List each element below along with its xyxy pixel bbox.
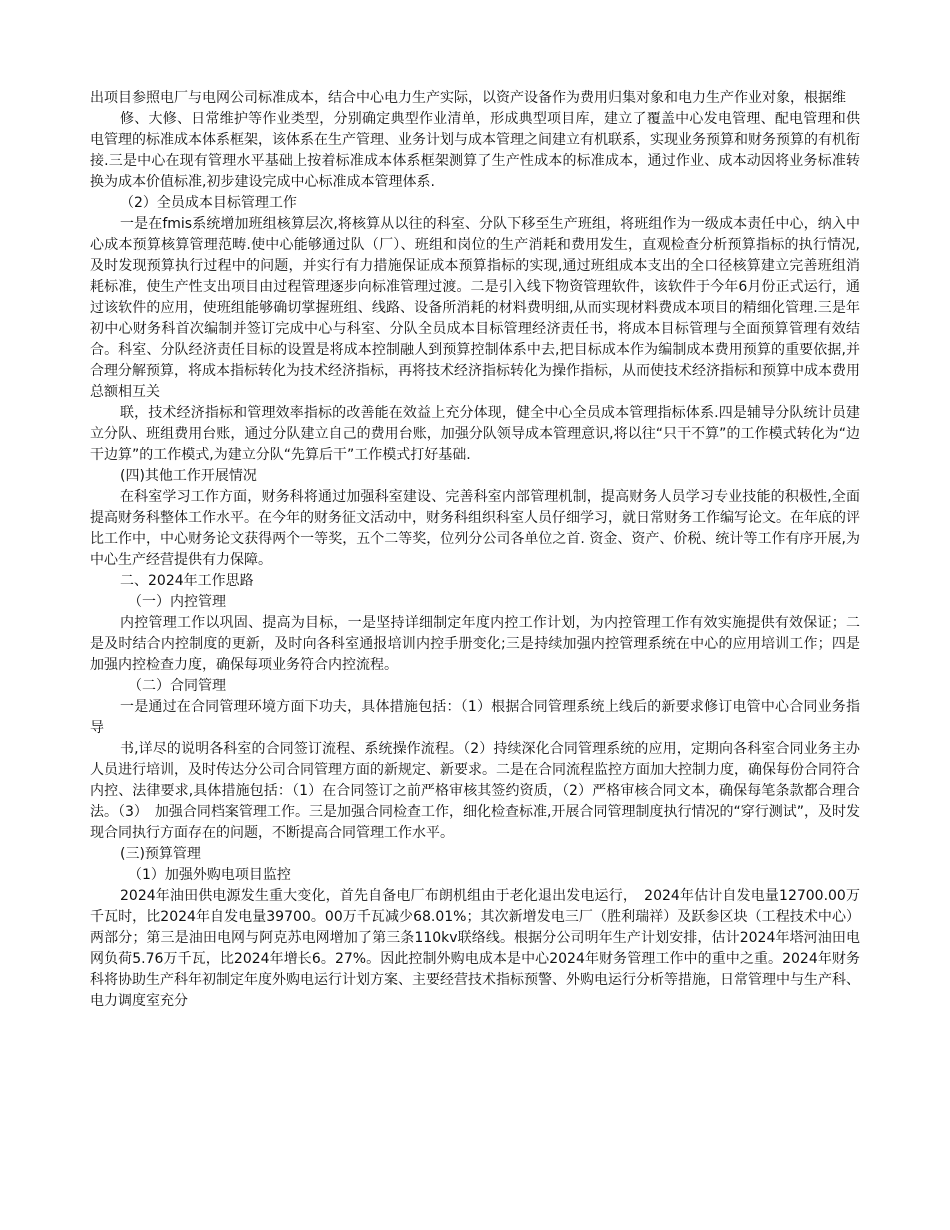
paragraph: 联，技术经济指标和管理效率指标的改善能在效益上充分体现，健全中心全员成本管理指标体系.四是辅导分队统计员建立分队、班组费用台账，通过分队建立自己的费用台账，加强分队领导成本管理意识,将以往“只干不算”的工作模式转化为“边干边算”的工作模式,为建立分队“先算后干”工作模式打好基础. <box>90 405 860 463</box>
paragraph: 书,详尽的说明各科室的合同签订流程、系统操作流程。（2）持续深化合同管理系统的应用，定期向各科室合同业务主办人员进行培训，及时传达分公司合同管理方面的新规定、新要求。二是在合同流程监控方面加大控制力度，确保每份合同符合内控、法律要求,具体措施包括：（1）在合同签订之前严格审核其签约资质，（2）严格审核合同文本，确保每笔条款都合理合法。（3） 加强合同档案管理工作。三是加强合同检查工作，细化检查标准,开展合同管理制度执行情况的“穿行测试”，及时发现合同执行方面存在的问题，不断提高合同管理工作水平。 <box>90 741 860 841</box>
section-heading: (三)预算管理 <box>120 846 201 862</box>
section-heading: 二、2024年工作思路 <box>120 573 254 589</box>
section-heading: (四)其他工作开展情况 <box>120 468 257 484</box>
subsection-heading: （1）加强外购电项目监控 <box>128 867 291 883</box>
paragraph: 出项目参照电厂与电网公司标准成本，结合中心电力生产实际，以资产设备作为费用归集对象和电力生产作业对象，根据维 <box>90 90 846 106</box>
paragraph: 一是通过在合同管理环境方面下功夫，具体措施包括：（1）根据合同管理系统上线后的新要求修订电管中心合同业务指导 <box>90 699 860 736</box>
paragraph: 2024年油田供电源发生重大变化，首先自备电厂布朗机组由于老化退出发电运行， 2024年估计自发电量12700.00万千瓦时，比2024年自发电量39700。00万千瓦减少68.01%；其次新增发电三厂（胜利瑞祥）及跃参区块（工程技术中心）两部分；第三是油田电网与阿克苏电网增加了第三条110kv联络线。根据分公司明年生产计划安排，估计2024年塔河油田电网负荷5.76万千瓦，比2024年增长6。27%。因此控制外购电成本是中心2024年财务管理工作中的重中之重。2024年财务科将协助生产科年初制定年度外购电运行计划方案、主要经营技术指标预警、外购电运行分析等措施，日常管理中与生产科、电力调度室充分 <box>90 888 860 1009</box>
paragraph: 一是在fmis系统增加班组核算层次,将核算从以往的科室、分队下移至生产班组，将班组作为一级成本责任中心，纳入中心成本预算核算管理范畴.使中心能够通过队（厂）、班组和岗位的生产消耗和费用发生，直观检查分析预算指标的执行情况,及时发现预算执行过程中的问题，并实行有力措施保证成本预算指标的实现,通过班组成本支出的全口径核算建立完善班组消耗标准，使生产性支出项目由过程管理逐步向标准管理过渡。二是引入线下物资管理软件，该软件于今年6月份正式运行，通过该软件的应用，使班组能够确切掌握班组、线路、设备所消耗的材料费明细,从而实现材料费成本项目的精细化管理.三是年初中心财务科首次编制并签订完成中心与科室、分队全员成本目标管理经济责任书，将成本目标管理与全面预算管理有效结合。科室、分队经济责任目标的设置是将成本控制融人到预算控制体系中去,把目标成本作为编制成本费用预算的重要依据,并合理分解预算，将成本指标转化为技术经济指标，再将技术经济指标转化为操作指标，从而使技术经济指标和预算中成本费用总额相互关 <box>90 216 860 400</box>
paragraph: 在科室学习工作方面，财务科将通过加强科室建设、完善科室内部管理机制，提高财务人员学习专业技能的积极性,全面提高财务科整体工作水平。在今年的财务征文活动中，财务科组织科室人员仔细学习，就日常财务工作编写论文。在年底的评比工作中，中心财务论文获得两个一等奖，五个二等奖，位列分公司各单位之首. 资金、资产、价税、统计等工作有序开展,为中心生产经营提供有力保障。 <box>90 489 860 568</box>
document-body <box>90 88 860 1012</box>
subsection-heading: （二）合同管理 <box>128 678 226 694</box>
subsection-heading: （一）内控管理 <box>128 594 226 610</box>
paragraph: 修、大修、日常维护等作业类型，分别确定典型作业清单，形成典型项目库，建立了覆盖中心发电管理、配电管理和供电管理的标准成本体系框架，该体系在生产管理、业务计划与成本管理之间建立有机联系，实现业务预算和财务预算的有机衔接.三是中心在现有管理水平基础上按着标准成本体系框架测算了生产性成本的标准成本，通过作业、成本动因将业务标准转换为成本价值标准,初步建设完成中心标准成本管理体系. <box>90 111 860 190</box>
section-heading: （2）全员成本目标管理工作 <box>120 195 297 211</box>
paragraph: 内控管理工作以巩固、提高为目标，一是坚持详细制定年度内控工作计划，为内控管理工作有效实施提供有效保证；二是及时结合内控制度的更新，及时向各科室通报培训内控手册变化;三是持续加强内控管理系统在中心的应用培训工作；四是加强内控检查力度，确保每项业务符合内控流程。 <box>90 615 860 673</box>
